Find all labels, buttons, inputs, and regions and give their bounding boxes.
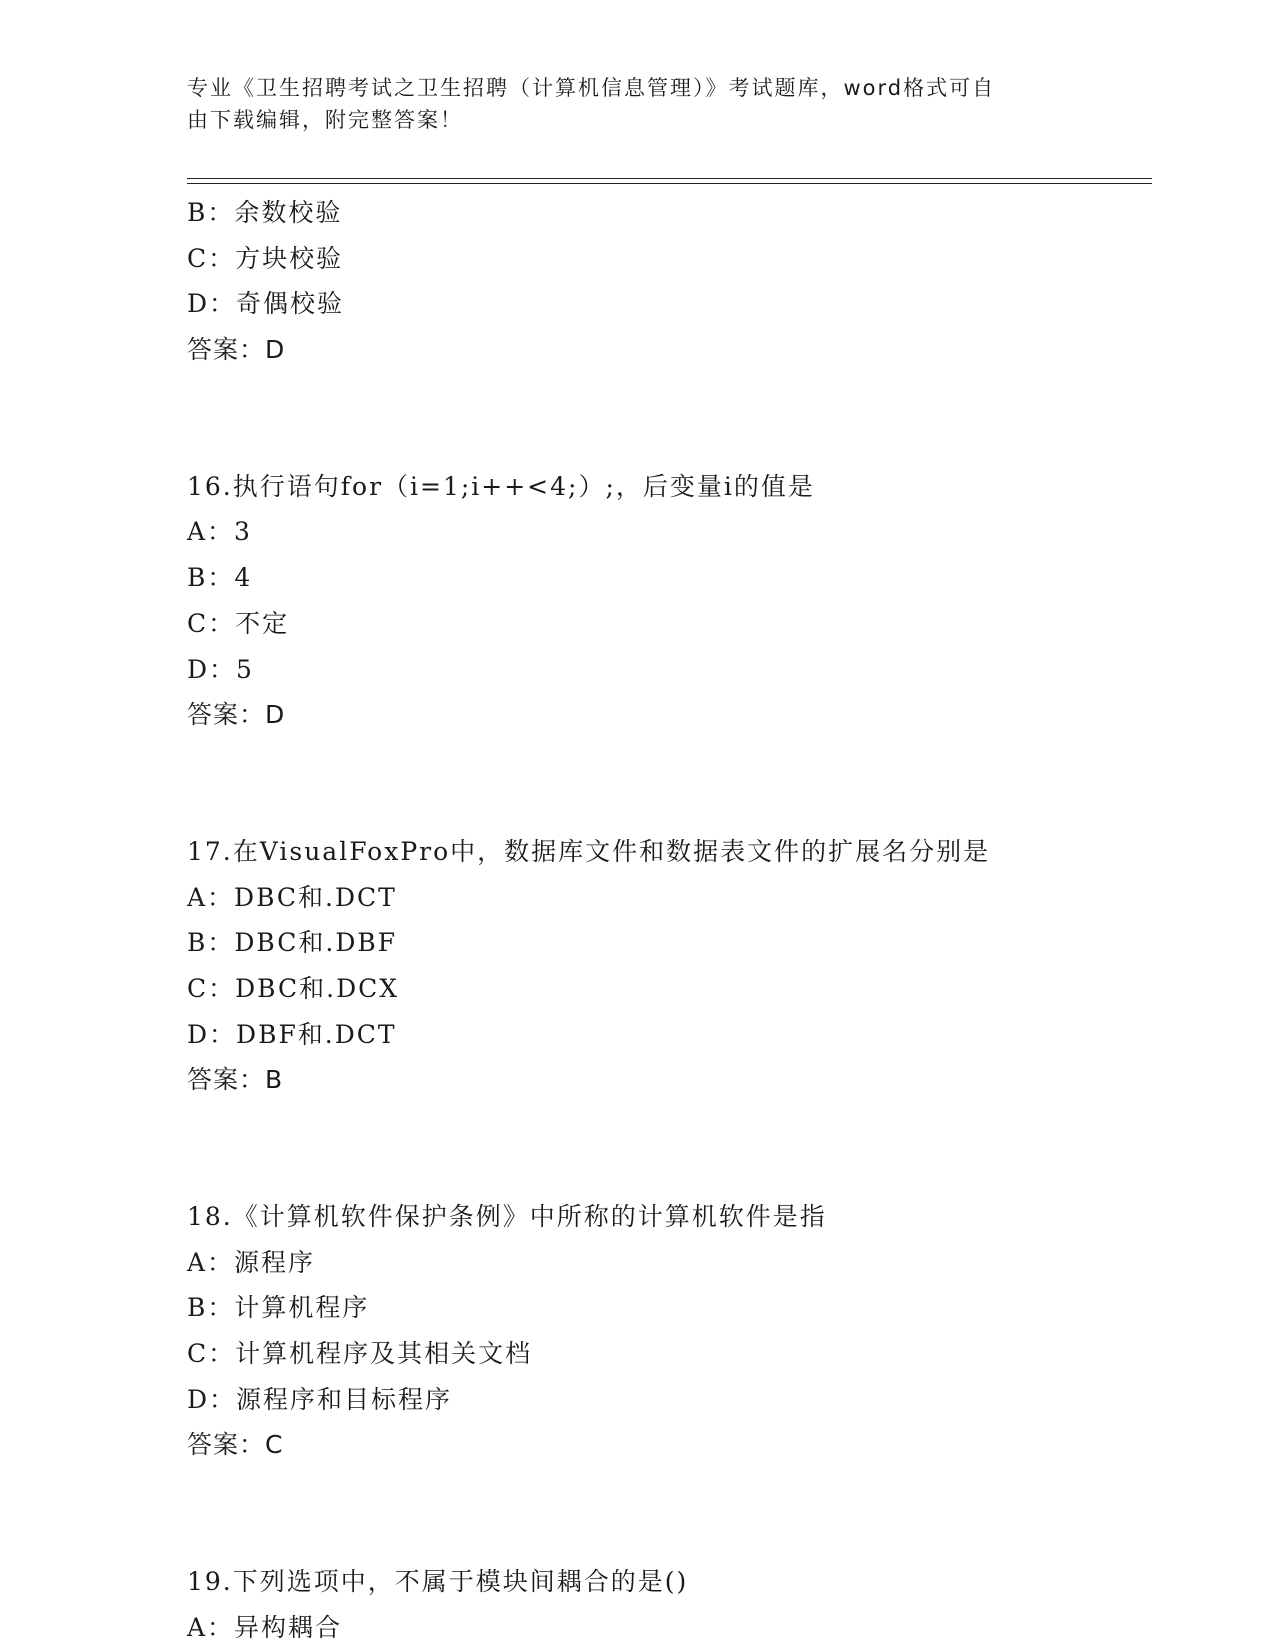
question-stem: 16.执行语句for（i=1;i++<4;）;，后变量i的值是 xyxy=(187,471,815,501)
answer-line: 答案：B xyxy=(187,1065,284,1095)
option-b: B：计算机程序 xyxy=(187,1293,370,1323)
option-d: D：DBF和.DCT xyxy=(187,1019,397,1049)
question-stem: 18.《计算机软件保护条例》中所称的计算机软件是指 xyxy=(187,1202,827,1231)
question-15-continuation xyxy=(187,190,1147,373)
option-c: C：DBC和.DCX xyxy=(187,973,400,1003)
option-c: C：方块校验 xyxy=(187,243,344,273)
option-d: D：5 xyxy=(187,654,254,684)
document-header xyxy=(187,72,1067,136)
question-17 xyxy=(187,829,1147,1103)
option-c: C：不定 xyxy=(187,608,290,638)
question-19 xyxy=(187,1559,1147,1650)
spacer xyxy=(187,373,1147,464)
question-stem: 17.在VisualFoxPro中，数据库文件和数据表文件的扩展名分别是 xyxy=(187,836,991,866)
question-list xyxy=(187,190,1147,1651)
option-d: D：源程序和目标程序 xyxy=(187,1384,453,1414)
answer-line: 答案：D xyxy=(187,335,286,365)
option-b: B：4 xyxy=(187,563,253,593)
header-divider-top xyxy=(187,178,1152,179)
option-c: C：计算机程序及其相关文档 xyxy=(187,1339,533,1369)
spacer xyxy=(187,1468,1147,1559)
header-divider-bottom xyxy=(187,183,1152,184)
option-a: A：3 xyxy=(187,517,252,547)
answer-line: 答案：D xyxy=(187,700,286,730)
option-b: B：余数校验 xyxy=(187,198,343,227)
option-b: B：DBC和.DBF xyxy=(187,928,398,958)
answer-line: 答案：C xyxy=(187,1430,284,1460)
spacer xyxy=(187,1103,1147,1194)
option-a: A：DBC和.DCT xyxy=(187,882,397,912)
question-stem: 19.下列选项中，不属于模块间耦合的是() xyxy=(187,1567,689,1597)
header-line-1: 专业《卫生招聘考试之卫生招聘（计算机信息管理）》考试题库，word格式可自 xyxy=(187,76,996,100)
question-16 xyxy=(187,464,1147,738)
question-18 xyxy=(187,1194,1147,1468)
option-a: A：源程序 xyxy=(187,1247,316,1277)
header-line-2: 由下载编辑，附完整答案！ xyxy=(187,108,463,132)
spacer xyxy=(187,738,1147,829)
option-d: D：奇偶校验 xyxy=(187,289,345,319)
option-a: A：异构耦合 xyxy=(187,1612,343,1642)
